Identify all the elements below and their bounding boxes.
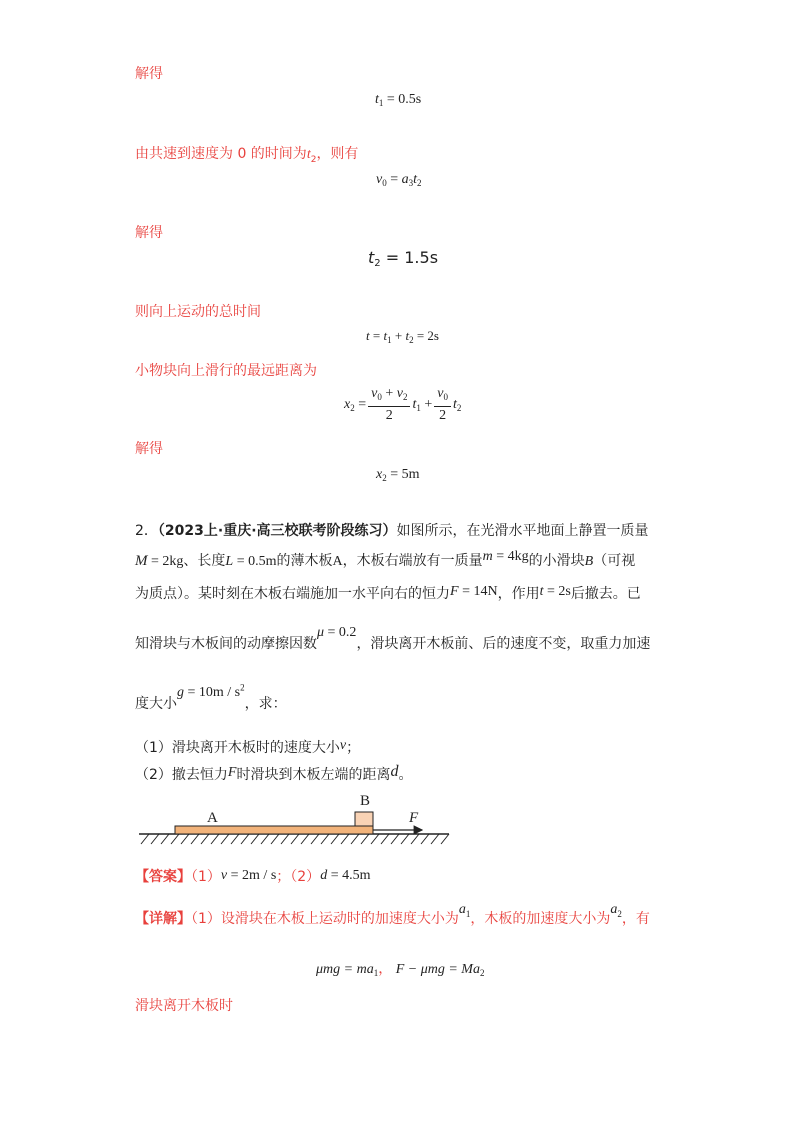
eq-x2: $x_2 = 5m$	[376, 467, 420, 483]
detail-text-3: ，有	[621, 911, 650, 927]
problem-line-2: M = 2kg、长度L = 0.5m的薄木板A，木板右端放有一质量m = 4kg的小滑块B（可视	[135, 549, 636, 569]
problem-text-3c: 后撤去。已	[570, 586, 641, 602]
question-1: （1）滑块离开木板时的速度大小v；	[135, 738, 361, 756]
problem-text-3a: 为质点）。某时刻在木板右端施加一水平向右的恒力	[135, 586, 450, 602]
solve-label-3: 解得	[135, 441, 163, 457]
plank-A	[175, 826, 373, 834]
question-1-end: ；	[346, 740, 361, 756]
eq-x2-value: = 5m	[390, 467, 420, 482]
L-value: = 0.5m	[236, 554, 277, 569]
detail-line: 【详解】（1）设滑块在木板上运动时的加速度大小为$a_1$，木板的加速度大小为$a_2$，有	[135, 902, 650, 927]
problem-source: （2023上·重庆·高三校联考阶段练习）	[157, 523, 397, 539]
figure-label-A: A	[207, 810, 218, 826]
eq-board-sub: 2	[479, 968, 485, 978]
F-value: = 14N	[462, 584, 498, 599]
problem-text-4a: 知滑块与木板间的动摩擦因数	[135, 636, 317, 652]
total-time-label: 则向上运动的总时间	[135, 304, 261, 320]
problem-text-2b: 的薄木板	[276, 553, 333, 569]
condition-tail: ，则有	[316, 146, 359, 162]
problem-text-2e: （可视	[593, 553, 636, 569]
eq-friction: μmg = ma	[316, 962, 374, 977]
plank-A-label: A	[332, 554, 343, 569]
question-2-text: （2）撤去恒力	[135, 767, 228, 783]
frac-1: $\frac{v_0 + v_2}{2}$	[368, 385, 410, 425]
eq-total-value: = 2s	[416, 328, 439, 343]
eq-v0: $v_0 = a_3t_2$	[376, 172, 422, 188]
eq-t2-value: = 1.5s	[385, 248, 439, 267]
M-value: = 2kg	[151, 554, 184, 569]
problem-text-3b: ，作用	[497, 586, 540, 602]
solve-label-1: 解得	[135, 66, 163, 82]
figure-label-B: B	[360, 793, 371, 809]
eq-friction-sub: 1	[373, 968, 379, 978]
problem-line-1	[135, 520, 649, 540]
eq-t2: $t_2 = 1.5s$	[368, 248, 439, 269]
g-superscript: 2	[240, 682, 245, 693]
ground-hatching	[141, 834, 449, 844]
problem-text-2c: ，木板右端放有一质量	[342, 553, 483, 569]
solve-label-2: 解得	[135, 225, 163, 241]
question-1-text: （1）滑块离开木板时的速度大小	[135, 740, 340, 756]
eq-comma: ，	[378, 962, 393, 977]
problem-text-2a: 、长度	[183, 553, 226, 569]
detail-text-1: （1）设滑块在木板上运动时的加速度大小为	[191, 911, 459, 927]
answer-separator: ；	[276, 869, 291, 885]
problem-text-2d: 的小滑块	[528, 553, 585, 569]
problem-text-4b: ，滑块离开木板前、后的速度不变，取重力加速	[356, 636, 651, 652]
problem-text-5b: ，求：	[244, 696, 287, 712]
eq-t1-value: = 0.5s	[386, 92, 422, 107]
eq-board: F − μmg = Ma	[395, 962, 480, 977]
m-value: = 4kg	[496, 549, 529, 564]
answer-d: = 4.5m	[330, 868, 371, 883]
eq-total: $t = t_1 + t_2 = 2s$	[366, 328, 439, 345]
problem-number: 2．	[135, 523, 158, 539]
problem-line-5: 度大小$g = 10m / s^2$，求：	[135, 682, 287, 712]
condition-sub: 2	[310, 154, 317, 165]
question-2-mid: 时滑块到木板左端的距离	[236, 767, 391, 783]
problem-text-1: 如图所示，在光滑水平地面上静置一质量	[396, 523, 649, 539]
t-value: = 2s	[546, 584, 571, 599]
problem-text-5a: 度大小	[135, 696, 177, 712]
problem-line-4: 知滑块与木板间的动摩擦因数μ = 0.2，滑块离开木板前、后的速度不变，取重力加速	[135, 625, 651, 652]
question-2: （2）撤去恒力F时滑块到木板左端的距离d。	[135, 763, 413, 783]
plank-block-figure	[135, 788, 455, 848]
eq-t1: $t_1 = 0.5s$	[375, 92, 422, 108]
condition-text: 由共速到速度为 0 的时间为	[135, 146, 307, 162]
question-2-end: 。	[398, 767, 413, 783]
answer-part-1: （1）	[191, 869, 221, 885]
answer-bracket: 【答案】	[135, 869, 191, 885]
figure-label-F: F	[409, 810, 419, 826]
eq-x2-fraction: $x_2$ = $\frac{v_0 + v_2}{2}$ $t_1$ + $\frac{v_0}{2}$ $t_2$	[344, 386, 462, 423]
max-distance-label: 小物块向上滑行的最远距离为	[135, 363, 317, 379]
g-value: = 10m / s	[187, 685, 241, 700]
answer-part-2: （2）	[290, 869, 321, 885]
detail-bracket: 【详解】	[135, 911, 191, 927]
frac-2: $\frac{v_0}{2}$	[434, 385, 451, 425]
mu-value: = 0.2	[327, 625, 357, 640]
condition-var: t	[306, 147, 311, 162]
answer-v: = 2m / s	[230, 868, 277, 883]
detail-text-2: ，木板的加速度大小为	[470, 911, 611, 927]
block-B-label: B	[584, 554, 594, 569]
detail-last-line: 滑块离开木板时	[135, 998, 233, 1014]
block-B	[355, 812, 373, 826]
problem-line-3: 为质点）。某时刻在木板右端施加一水平向右的恒力F = 14N，作用t = 2s后撤去。已	[135, 584, 641, 602]
answer-line: 【答案】（1）v = 2m / s；（2）d = 4.5m	[135, 868, 371, 885]
detail-equations	[316, 958, 484, 978]
condition-line	[135, 143, 358, 165]
